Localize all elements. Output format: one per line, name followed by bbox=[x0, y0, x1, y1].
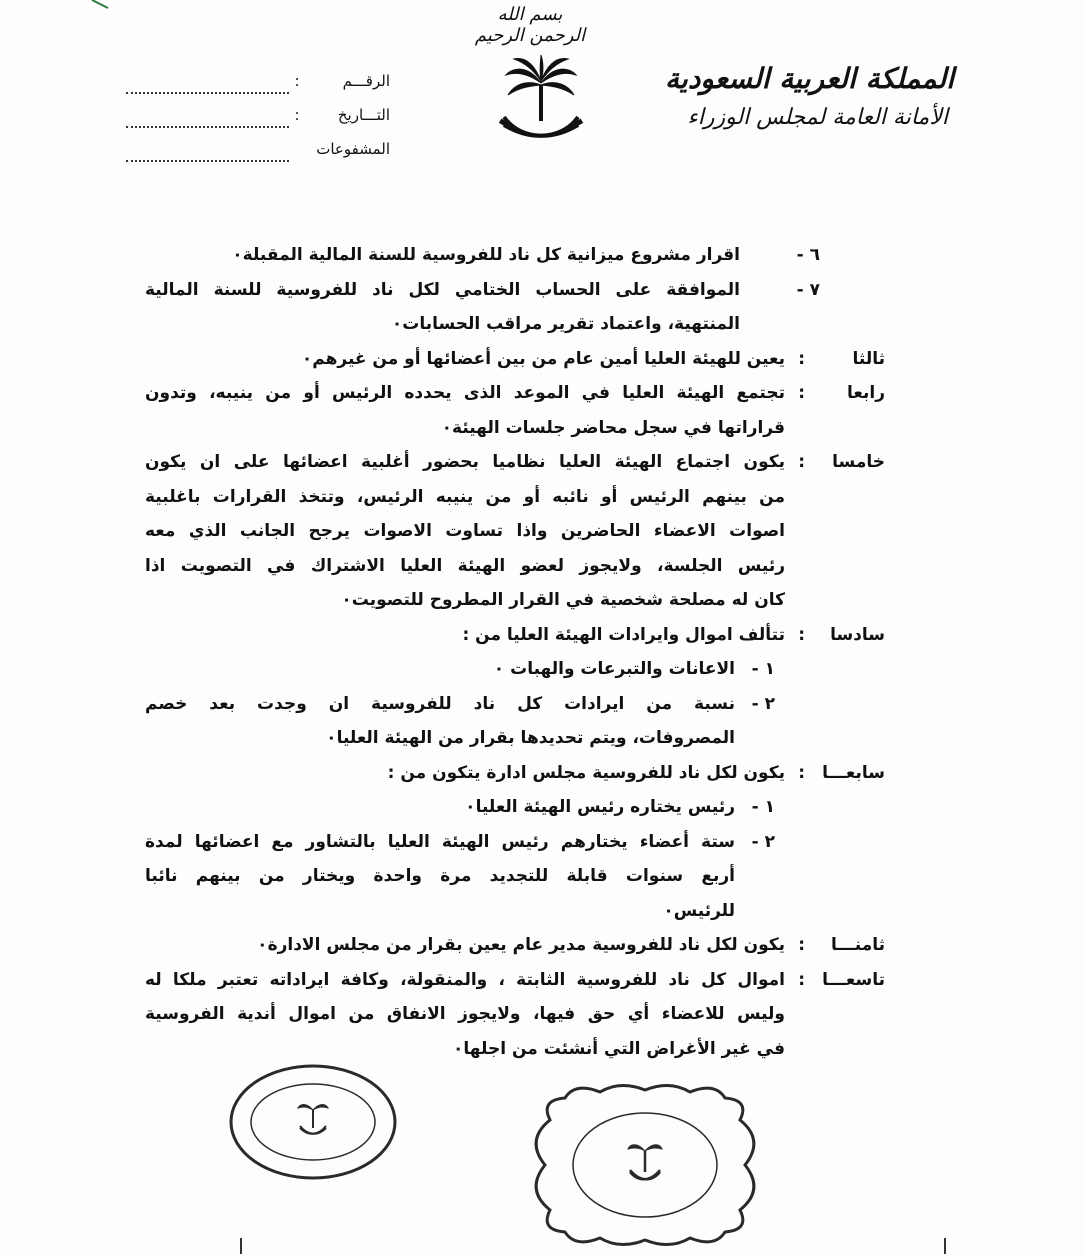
meta-attachments-row bbox=[120, 128, 390, 162]
article-text: في غير الأغراض التي أنشئت من اجلها٠ bbox=[453, 1038, 785, 1059]
article-label: رابعا bbox=[847, 383, 885, 403]
seventh-item-2-cont bbox=[145, 894, 885, 929]
item-text: الاعانات والتبرعات والهبات ٠ bbox=[493, 659, 735, 679]
item-text: ستة أعضاء يختارهم رئيس الهيئة العليا بالتشاور مع اعضائها لمدة bbox=[145, 831, 735, 852]
article-text: اموال كل ناد للفروسية الثابتة ، والمنقولة، وكافة ايراداته تعتبر ملكا له bbox=[145, 969, 785, 990]
item-text: الموافقة على الحساب الختامي لكل ناد للفروسية للسنة المالية bbox=[145, 279, 740, 300]
item-number: ١ - bbox=[751, 797, 775, 817]
article-text: تجتمع الهيئة العليا في الموعد الذى يحدده الرئيس أو من ينيبه، وتدون bbox=[145, 383, 785, 403]
article-text: من بينهم الرئيس أو نائبه أو من ينيبه الرئيس، وتتخذ القرارات باغلبية bbox=[145, 486, 785, 507]
true-copy-stamp-icon bbox=[520, 1080, 770, 1250]
article-fifth-cont bbox=[145, 549, 885, 584]
item-text: اقرار مشروع ميزانية كل ناد للفروسية للسنة المالية المقبلة٠ bbox=[232, 245, 740, 265]
article-text: قراراتها في سجل محاضر جلسات الهيئة٠ bbox=[441, 417, 785, 438]
article-text: يعين للهيئة العليا أمين عام من بين أعضائها أو من غيرهم٠ bbox=[301, 348, 785, 369]
item-text: المصروفات، ويتم تحديدها بقرار من الهيئة العليا٠ bbox=[326, 728, 735, 748]
number-label: الرقـــم bbox=[342, 72, 390, 90]
item-number: ٢ - bbox=[751, 831, 775, 852]
article-label: سابعـــا bbox=[822, 762, 885, 783]
article-colon: : bbox=[798, 935, 805, 955]
article-text: رئيس الجلسة، ولايجوز لعضو الهيئة العليا الاشتراك في التصويت اذا bbox=[145, 555, 785, 576]
item-text: رئيس يختاره رئيس الهيئة العليا٠ bbox=[465, 797, 735, 817]
article-fourth bbox=[145, 376, 885, 411]
article-fifth bbox=[145, 445, 885, 480]
article-ninth-cont bbox=[145, 1032, 885, 1067]
article-text: كان له مصلحة شخصية في القرار المطروح للتصويت٠ bbox=[341, 590, 785, 610]
article-text: يكون لكل ناد للفروسية مجلس ادارة يتكون من : bbox=[387, 762, 785, 783]
seventh-item-2 bbox=[145, 825, 885, 860]
article-eighth bbox=[145, 928, 885, 963]
article-colon: : bbox=[798, 762, 805, 783]
palm-swords-emblem-icon bbox=[498, 55, 584, 150]
article-colon: : bbox=[798, 452, 805, 472]
sixth-item-2-cont bbox=[145, 721, 885, 756]
item-text: نسبة من ايرادات كل ناد للفروسية ان وجدت بعد خصم bbox=[145, 693, 735, 714]
article-label: ثامنـــا bbox=[830, 935, 885, 955]
article-seventh bbox=[145, 756, 885, 791]
item-7 bbox=[145, 273, 885, 308]
document-body bbox=[145, 238, 885, 1066]
item-text: للرئيس٠ bbox=[663, 900, 735, 921]
article-third bbox=[145, 342, 885, 377]
meta-number-row bbox=[120, 60, 390, 94]
article-fifth-cont bbox=[145, 514, 885, 549]
item-6 bbox=[145, 238, 885, 273]
article-colon: : bbox=[798, 624, 805, 645]
article-colon: : bbox=[798, 969, 805, 990]
item-number: ١ - bbox=[751, 659, 775, 679]
scan-edge-mark bbox=[944, 1238, 946, 1254]
article-text: يكون لكل ناد للفروسية مدير عام يعين بقرار من مجلس الادارة٠ bbox=[257, 935, 785, 955]
item-number: ٦ - bbox=[796, 245, 820, 265]
article-text: تتألف اموال وايرادات الهيئة العليا من : bbox=[462, 624, 785, 645]
seventh-item-1 bbox=[145, 790, 885, 825]
attachments-label: المشفوعات bbox=[316, 140, 390, 158]
item-text: المنتهية، واعتماد تقرير مراقب الحسابات٠ bbox=[391, 314, 740, 334]
seventh-item-2-cont bbox=[145, 859, 885, 894]
date-label: التـــاريخ bbox=[337, 106, 390, 124]
kingdom-name: المملكة العربية السعودية bbox=[665, 62, 954, 95]
article-colon: : bbox=[798, 348, 805, 369]
article-sixth bbox=[145, 618, 885, 653]
article-fifth-cont bbox=[145, 583, 885, 618]
meta-date-row bbox=[120, 94, 390, 128]
article-ninth bbox=[145, 963, 885, 998]
date-field bbox=[126, 102, 289, 128]
number-field bbox=[126, 68, 289, 94]
item-text: أربع سنوات قابلة للتجديد مرة واحدة ويختار من بينهم نائبا bbox=[145, 866, 735, 886]
letter-meta bbox=[120, 60, 390, 162]
article-fifth-cont bbox=[145, 480, 885, 515]
article-text: اصوات الاعضاء الحاضرين واذا تساوت الاصوات يرجح الجانب الذي معه bbox=[145, 521, 785, 541]
article-text: يكون اجتماع الهيئة العليا نظاميا بحضور أغلبية اعضائها على ان يكون bbox=[145, 452, 785, 472]
article-label: ثالثا bbox=[852, 348, 885, 369]
meta-colon: : bbox=[294, 72, 300, 90]
article-label: سادسا bbox=[830, 624, 885, 645]
article-label: تاسعـــا bbox=[822, 969, 885, 990]
attachments-field bbox=[126, 136, 289, 162]
article-fourth-cont bbox=[145, 411, 885, 446]
scan-edge-mark bbox=[240, 1238, 242, 1254]
article-text: وليس للاعضاء أي حق فيها، ولايجوز الانفاق من اموال أندية الفروسية bbox=[145, 1004, 785, 1024]
sixth-item-2 bbox=[145, 687, 885, 722]
secretariat-seal-icon bbox=[228, 1062, 398, 1182]
secretariat-name: الأمانة العامة لمجلس الوزراء bbox=[687, 105, 948, 130]
letterhead bbox=[654, 62, 954, 130]
meta-colon: : bbox=[294, 106, 300, 124]
article-label: خامسا bbox=[832, 452, 885, 472]
sixth-item-1 bbox=[145, 652, 885, 687]
article-colon: : bbox=[798, 383, 805, 403]
corner-mark-icon bbox=[90, 0, 110, 10]
item-number: ٧ - bbox=[796, 279, 820, 300]
basmala: بسم الله الرحمن الرحيم bbox=[474, 4, 586, 46]
item-7-cont bbox=[145, 307, 885, 342]
item-number: ٢ - bbox=[751, 693, 775, 714]
article-ninth-cont bbox=[145, 997, 885, 1032]
